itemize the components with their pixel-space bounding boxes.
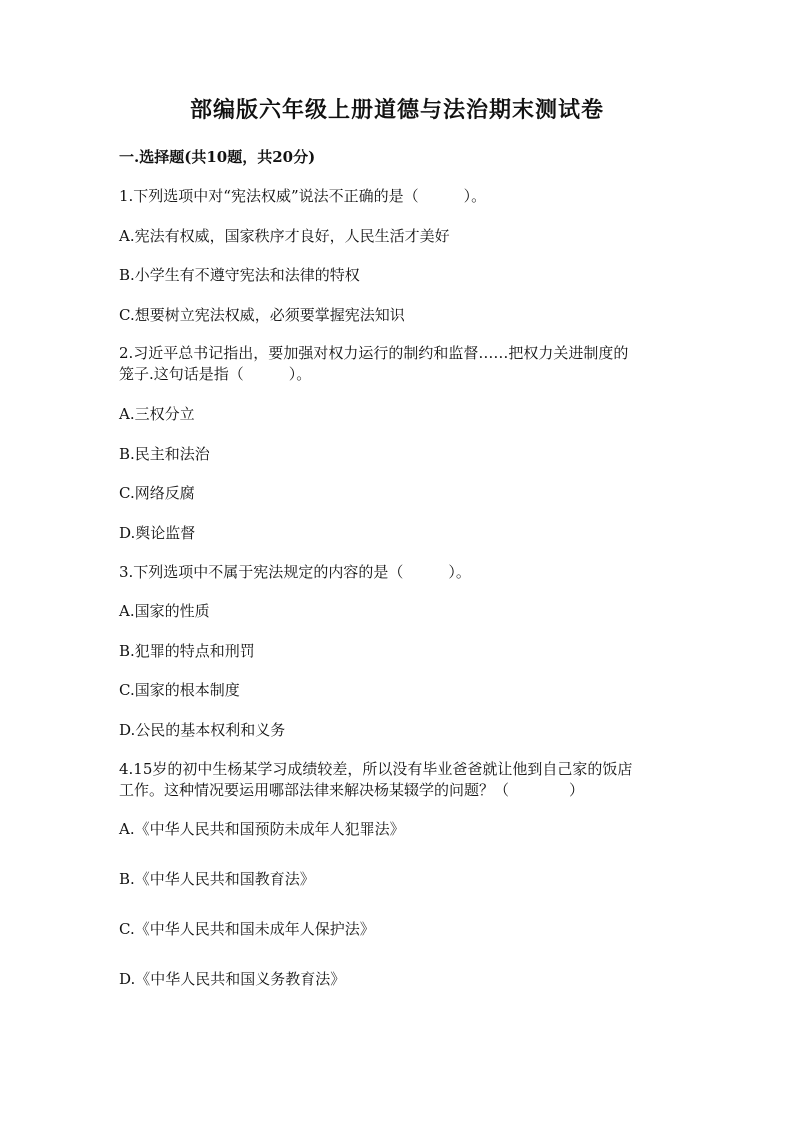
question-2-option-d: D.舆论监督: [119, 524, 196, 542]
question-3-option-b: B.犯罪的特点和刑罚: [119, 642, 255, 660]
question-3-option-a: A.国家的性质: [119, 602, 210, 620]
question-4-option-b: B.《中华人民共和国教育法》: [119, 870, 315, 888]
question-2-stem-line2: 笼子.这句话是指（ ）。: [119, 365, 312, 383]
question-1-option-c: C.想要树立宪法权威，必须要掌握宪法知识: [119, 306, 405, 324]
question-2-option-c: C.网络反腐: [119, 484, 195, 502]
section-heading: 一.选择题(共10题，共20分): [119, 148, 316, 166]
question-1-option-b: B.小学生有不遵守宪法和法律的特权: [119, 266, 360, 284]
question-4-option-a: A.《中华人民共和国预防未成年人犯罪法》: [119, 820, 405, 838]
question-2-option-a: A.三权分立: [119, 405, 195, 423]
question-4-stem-line1: 4.15岁的初中生杨某学习成绩较差，所以没有毕业爸爸就让他到自己家的饭店: [119, 760, 633, 778]
question-4-option-d: D.《中华人民共和国义务教育法》: [119, 970, 346, 988]
question-3-option-c: C.国家的根本制度: [119, 681, 240, 699]
question-4-option-c: C.《中华人民共和国未成年人保护法》: [119, 920, 375, 938]
question-1-stem: 1.下列选项中对“宪法权威”说法不正确的是（ ）。: [119, 187, 487, 205]
question-2-stem-line1: 2.习近平总书记指出，要加强对权力运行的制约和监督……把权力关进制度的: [119, 344, 629, 362]
page-title: 部编版六年级上册道德与法治期末测试卷: [189, 98, 604, 123]
question-3-stem: 3.下列选项中不属于宪法规定的内容的是（ ）。: [119, 563, 471, 581]
question-1-option-a: A.宪法有权威，国家秩序才良好，人民生活才美好: [119, 227, 450, 245]
question-3-option-d: D.公民的基本权利和义务: [119, 721, 286, 739]
question-2-option-b: B.民主和法治: [119, 445, 210, 463]
question-4-stem-line2: 工作。这种情况要运用哪部法律来解决杨某辍学的问题？（ ）: [119, 781, 585, 799]
